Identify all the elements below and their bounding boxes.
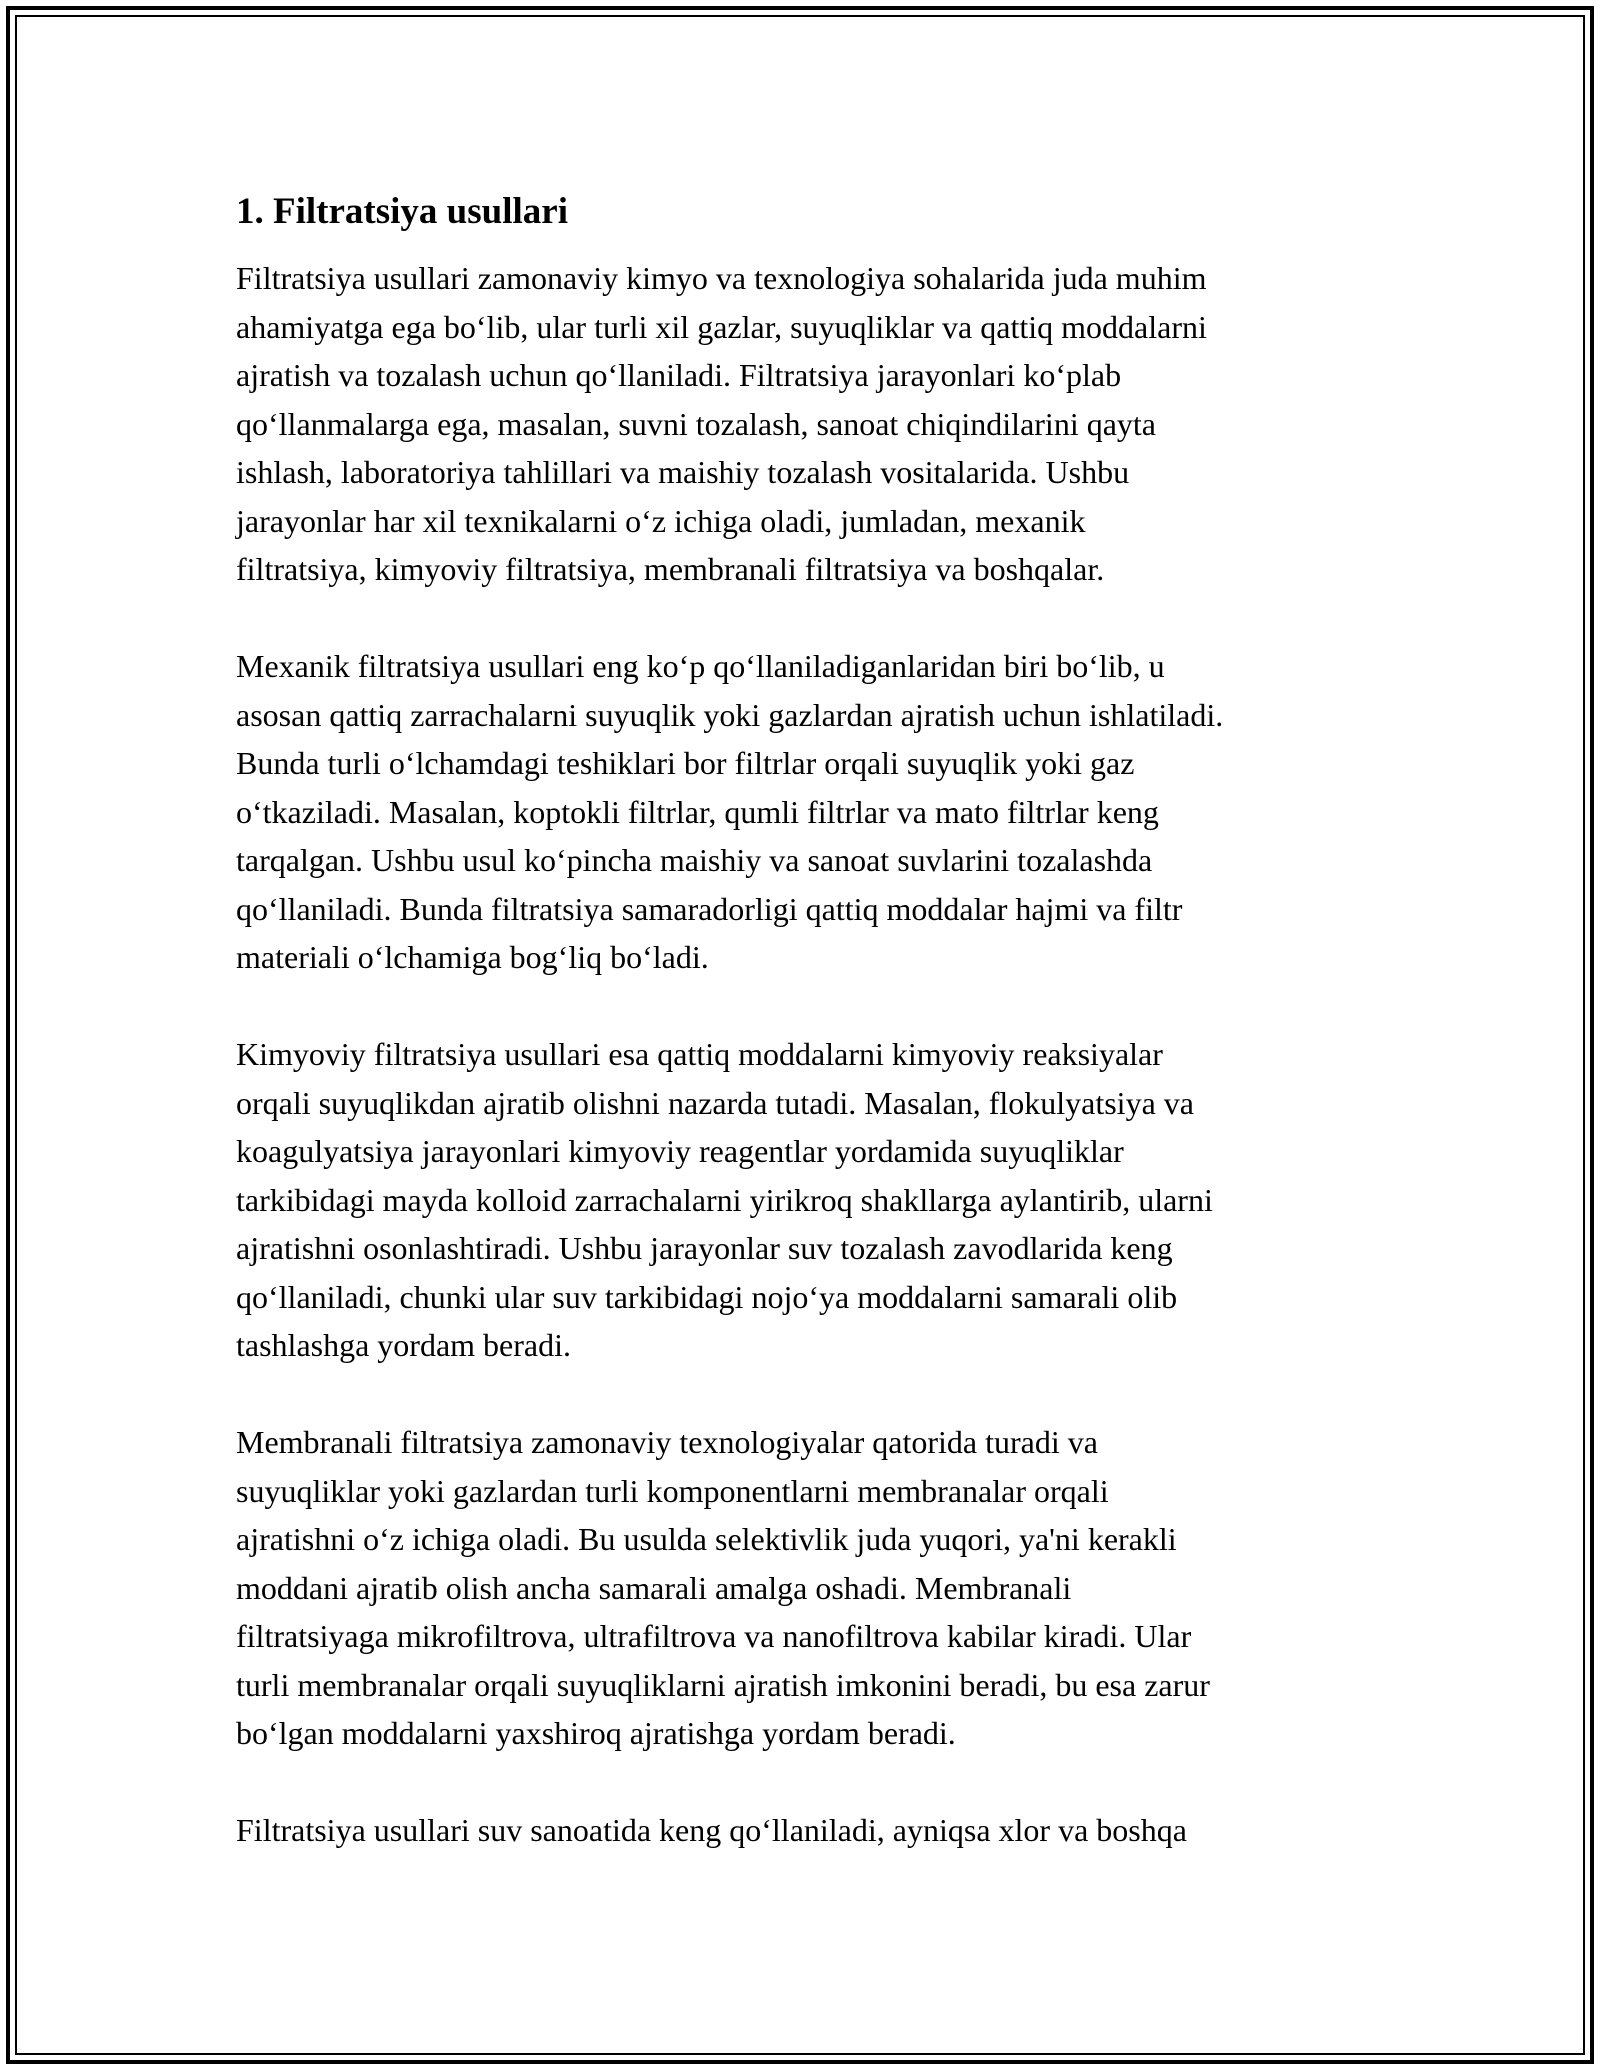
text-line: ahamiyatga ega bo‘lib, ular turli xil gazlar, suyuqliklar va qattiq moddalarni bbox=[236, 308, 1207, 345]
text-line: filtratsiya, kimyoviy filtratsiya, membranali filtratsiya va boshqalar. bbox=[236, 551, 1105, 587]
text-line: materiali o‘lchamiga bog‘liq bo‘ladi. bbox=[236, 939, 709, 975]
text-line: qo‘llanmalarga ega, masalan, suvni tozalash, sanoat chiqindilarini qayta bbox=[236, 405, 1156, 442]
text-line: moddani ajratib olish ancha samarali amalga oshadi. Membranali bbox=[236, 1569, 1072, 1606]
text-line: Filtratsiya usullari suv sanoatida keng qo‘llaniladi, ayniqsa xlor va boshqa bbox=[236, 1812, 1187, 1848]
text-line: qo‘llaniladi. Bunda filtratsiya samaradorligi qattiq moddalar hajmi va filtr bbox=[236, 890, 1183, 927]
text-line: suyuqliklar yoki gazlardan turli komponentlarni membranalar orqali bbox=[236, 1472, 1109, 1509]
text-line: filtratsiyaga mikrofiltrova, ultrafiltrova va nanofiltrova kabilar kiradi. Ular bbox=[236, 1618, 1192, 1654]
text-line: ajratishni osonlashtiradi. Ushbu jarayonlar suv tozalash zavodlarida keng bbox=[236, 1230, 1173, 1266]
paragraph-intro bbox=[236, 254, 1376, 594]
text-line: Mexanik filtratsiya usullari eng ko‘p qo‘llaniladiganlaridan biri bo‘lib, u bbox=[236, 648, 1165, 684]
text-line: tarqalgan. Ushbu usul ko‘pincha maishiy va sanoat suvlarini tozalashda bbox=[236, 842, 1153, 878]
text-line: o‘tkaziladi. Masalan, koptokli filtrlar, qumli filtrlar va mato filtrlar keng bbox=[236, 793, 1159, 830]
text-line: asosan qattiq zarrachalarni suyuqlik yoki gazlardan ajratish uchun ishlatiladi. bbox=[236, 696, 1224, 733]
paragraph-water-industry bbox=[236, 1806, 1376, 1855]
section-heading: 1. Filtratsiya usullari bbox=[236, 191, 568, 232]
text-line: Filtratsiya usullari zamonaviy kimyo va texnologiya sohalarida juda muhim bbox=[236, 260, 1207, 296]
text-line: tarkibidagi mayda kolloid zarrachalarni yirikroq shakllarga aylantirib, ularni bbox=[236, 1181, 1213, 1218]
text-line: jarayonlar har xil texnikalarni o‘z ichiga oladi, jumladan, mexanik bbox=[236, 502, 1086, 539]
text-line: Bunda turli o‘lchamdagi teshiklari bor filtrlar orqali suyuqlik yoki gaz bbox=[236, 745, 1135, 781]
paragraph-mechanical bbox=[236, 642, 1376, 982]
text-line: bo‘lgan moddalarni yaxshiroq ajratishga yordam beradi. bbox=[236, 1715, 956, 1751]
text-line: orqali suyuqlikdan ajratib olishni nazarda tutadi. Masalan, flokulyatsiya va bbox=[236, 1084, 1194, 1121]
text-line: turli membranalar orqali suyuqliklarni ajratish imkonini beradi, bu esa zarur bbox=[236, 1666, 1210, 1703]
paragraph-chemical bbox=[236, 1030, 1376, 1370]
text-line: Kimyoviy filtratsiya usullari esa qattiq moddalarni kimyoviy reaksiyalar bbox=[236, 1036, 1163, 1072]
text-line: koagulyatsiya jarayonlari kimyoviy reagentlar yordamida suyuqliklar bbox=[236, 1133, 1124, 1169]
paragraph-membrane bbox=[236, 1418, 1376, 1758]
text-line: ishlash, laboratoriya tahlillari va maishiy tozalash vositalarida. Ushbu bbox=[236, 454, 1130, 490]
text-line: tashlashga yordam beradi. bbox=[236, 1327, 571, 1363]
text-line: Membranali filtratsiya zamonaviy texnologiyalar qatorida turadi va bbox=[236, 1424, 1098, 1460]
text-line: ajratish va tozalash uchun qo‘llaniladi. Filtratsiya jarayonlari ko‘plab bbox=[236, 357, 1122, 393]
text-line: ajratishni o‘z ichiga oladi. Bu usulda selektivlik juda yuqori, ya'ni kerakli bbox=[236, 1521, 1177, 1557]
document-page bbox=[236, 186, 1376, 1903]
text-line: qo‘llaniladi, chunki ular suv tarkibidagi nojo‘ya moddalarni samarali olib bbox=[236, 1278, 1178, 1315]
